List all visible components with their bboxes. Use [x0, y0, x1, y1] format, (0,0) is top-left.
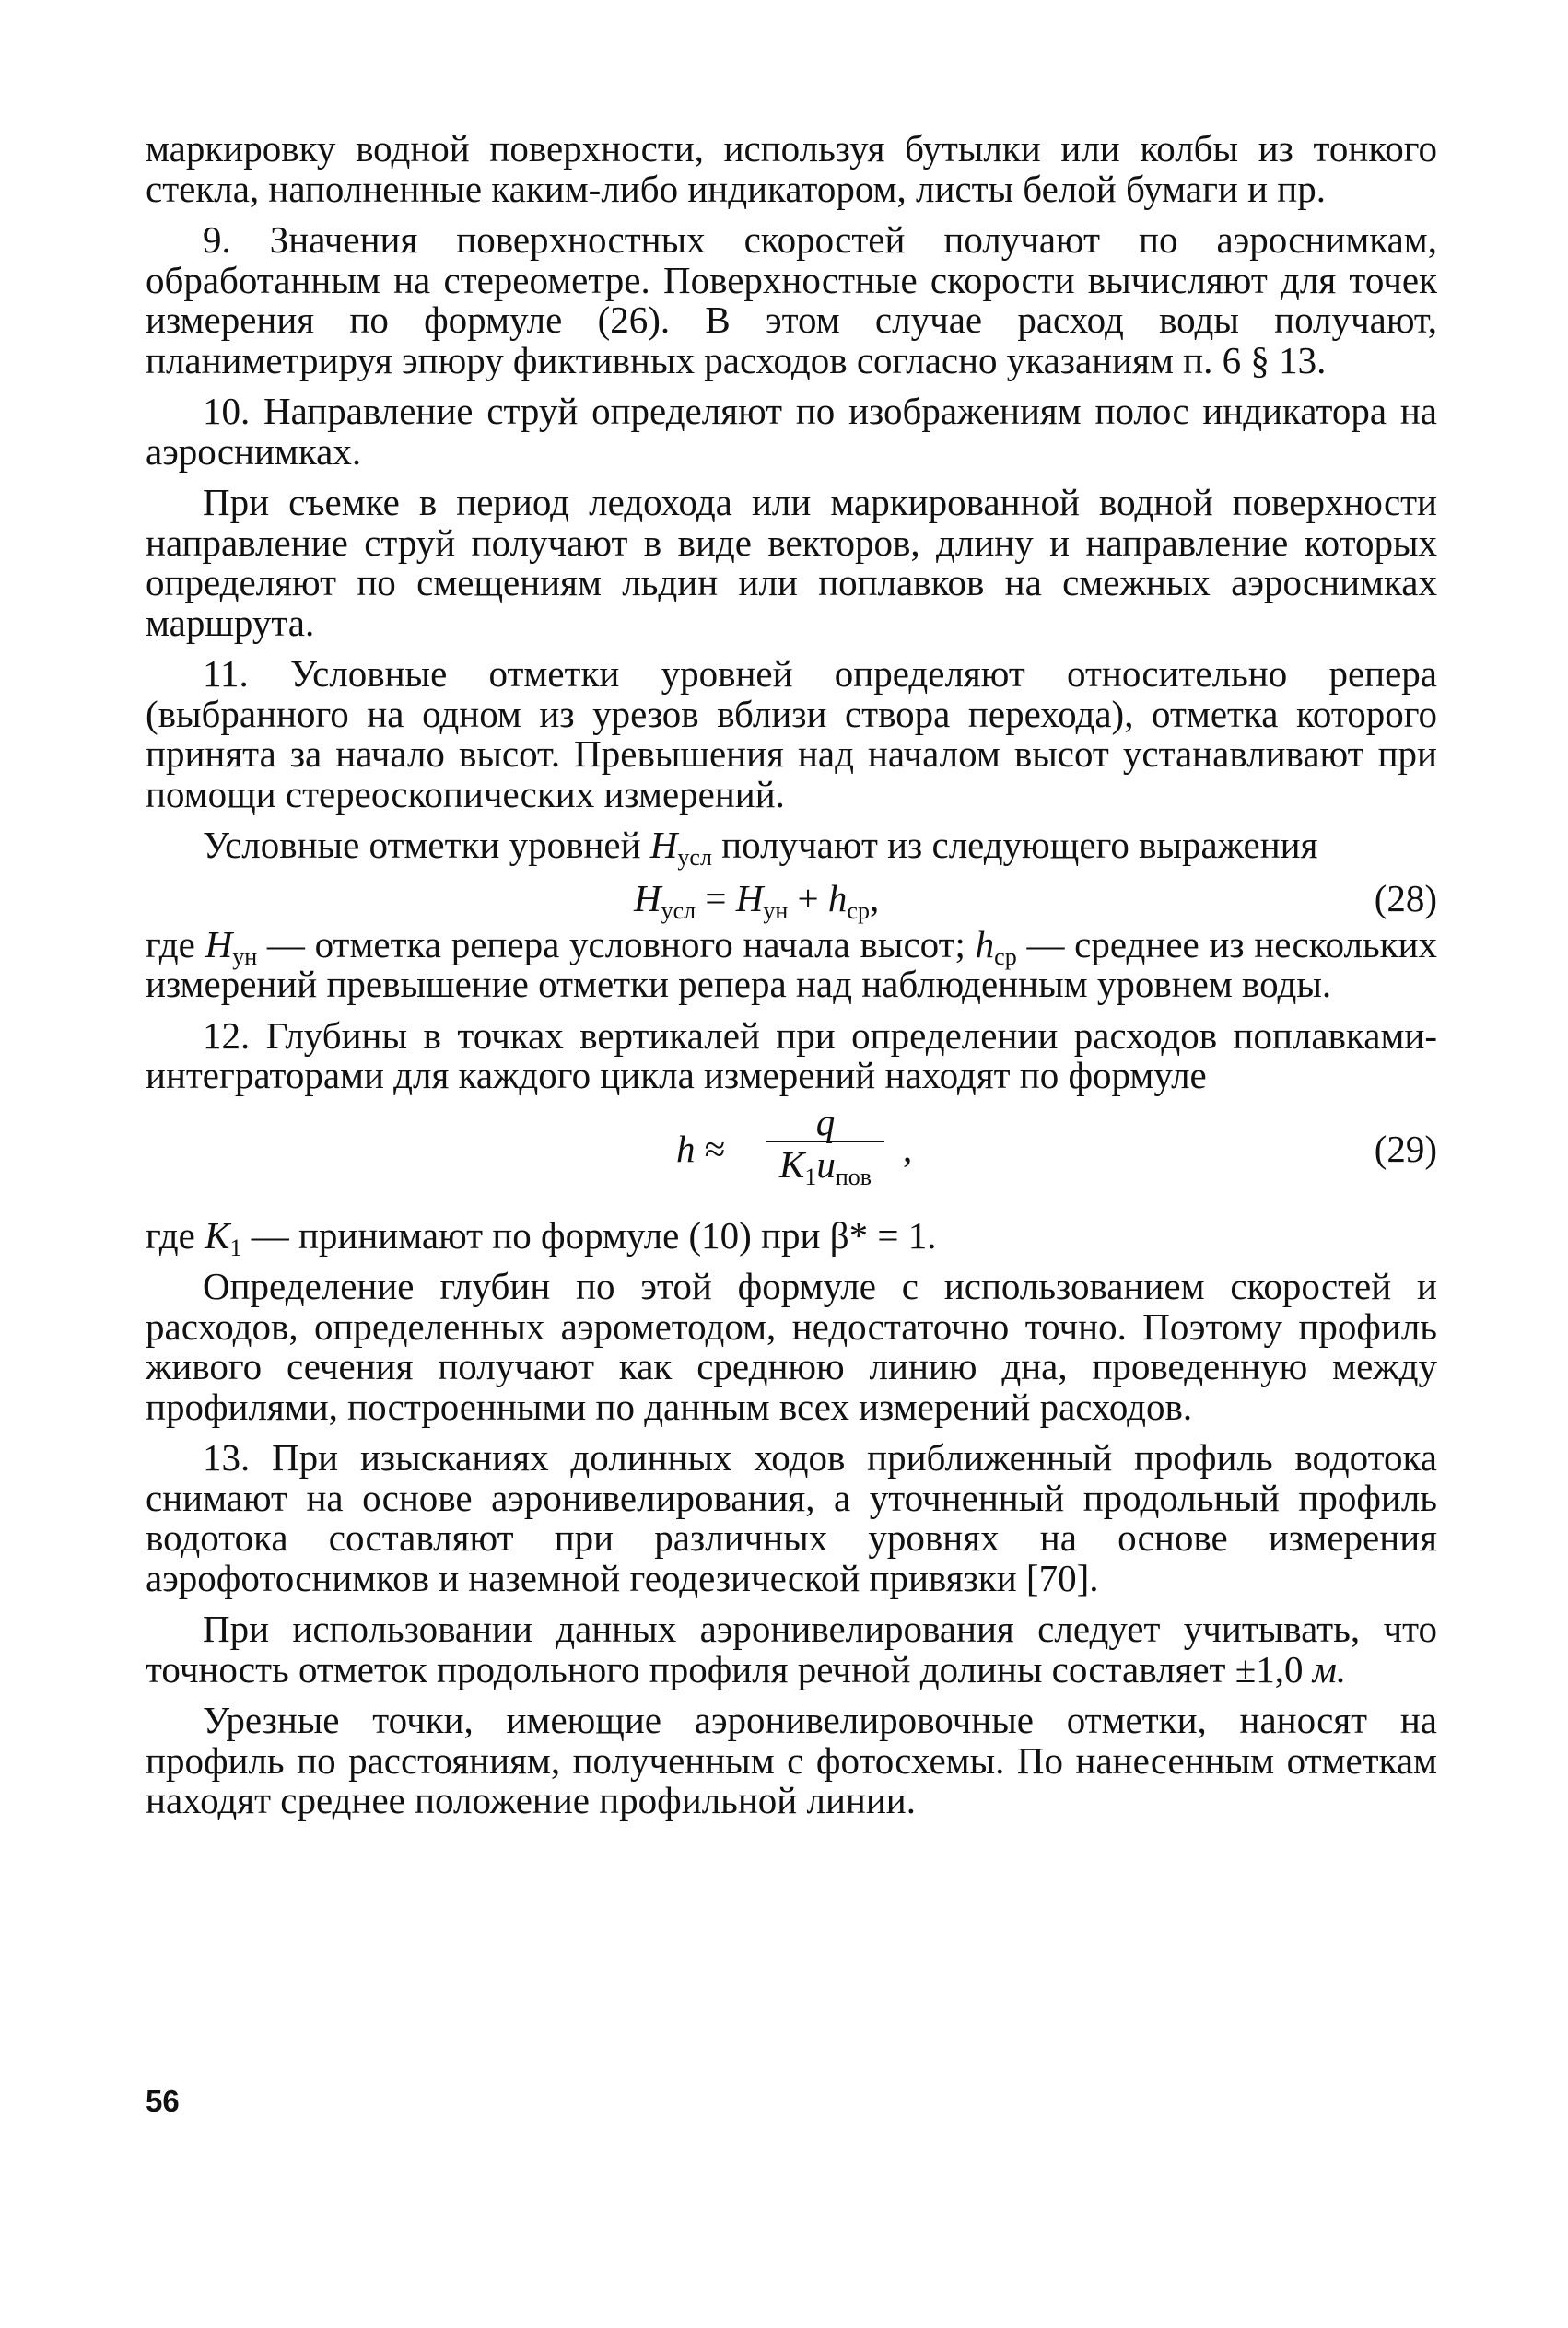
denominator — [761, 1142, 890, 1190]
comma: , — [903, 1127, 913, 1170]
paragraph-depth-accuracy: Определение глубин по этой формуле с использованием скоростей и расходов, определенных аэрометодом, недостаточно точно. Поэтому профиль живого сечения получают как среднюю линию дна, проведенную между профилями, построенными по данным всех измерений расходов. — [146, 1265, 1437, 1428]
fraction — [761, 1100, 890, 1190]
symbol-H: H — [634, 876, 661, 919]
text-fragment: где — [146, 1213, 195, 1257]
equals-sign: = — [696, 876, 736, 919]
symbol-K: K — [205, 1213, 230, 1257]
formula-29-lhs — [676, 1129, 725, 1170]
formula-28 — [146, 866, 1437, 925]
comma: , — [869, 876, 880, 919]
symbol-u: u — [816, 1142, 836, 1186]
text-fragment: получают из следующего выражения — [721, 824, 1318, 866]
numerator-q: q — [815, 1100, 836, 1143]
text-fragment: — принимают по формуле (10) при β* = 1. — [251, 1213, 937, 1257]
approx-sign: ≈ — [695, 1127, 726, 1170]
paragraph-item-10: 10. Направление струй определяют по изображениям полос индикатора на аэроснимках. — [146, 390, 1437, 473]
paragraph-item-9: 9. Значения поверхностных скоростей получают по аэроснимкам, обработанным на стереометре. Поверхностные скорости вычисляют для точек измерения по формуле (26). В этом случае расход воды получают, планиметрируя эпюру фиктивных расходов согласно указаниям п. 6 § 13. — [146, 218, 1437, 381]
subscript-1: 1 — [229, 1234, 242, 1261]
paragraph-item-13: 13. При изысканиях долинных ходов приближенный профиль водотока снимают на основе аэронивелирования, а уточненный продольный профиль водотока составляют при различных уровнях на основе измерения аэрофотоснимков и наземной геодезической привязки [70]. — [146, 1436, 1437, 1599]
paragraph-where-28 — [146, 922, 1438, 1005]
unit-meters: м. — [1312, 1647, 1347, 1690]
subscript-sr: ср — [847, 896, 870, 924]
text-fragment: При использовании данных аэронивелирования следует учитывать, что точность отметок продольного профиля речной долины составляет ±1,0 — [146, 1608, 1437, 1690]
symbol-h: h — [827, 876, 848, 919]
subscript-pov: пов — [835, 1163, 872, 1190]
paragraph-conditional-levels — [146, 824, 1437, 871]
symbol-h: h — [975, 922, 995, 965]
paragraph-where-29 — [146, 1213, 1437, 1261]
symbol-H: H — [205, 922, 233, 965]
subscript-sr: ср — [994, 942, 1017, 970]
text-fragment: — отметка репера условного начала высот; — [266, 922, 965, 965]
paragraph-item-11: 11. Условные отметки уровней определяют относительно репера (выбранного на одном из урезов вблизи створа перехода), отметка которого принята за начало высот. Превышения над началом высот устанавливают при помощи стереоскопических измерений. — [146, 652, 1437, 815]
subscript-1: 1 — [804, 1163, 817, 1190]
paragraph-aerolevelling — [146, 1609, 1437, 1690]
symbol-H: H — [735, 876, 764, 919]
symbol-h: h — [676, 1127, 696, 1170]
text-fragment: — среднее из нескольких измерений превышение отметки репера над наблюденным уровнем воды. — [146, 922, 1438, 1005]
subscript-un: ун — [763, 896, 789, 924]
paragraph-edge-points: Урезные точки, имеющие аэронивелировочные отметки, наносят на профиль по расстояниям, полученным с фотосхемы. По нанесенным отметкам находят среднее положение профильной линии. — [146, 1699, 1437, 1821]
formula-28-expression — [634, 876, 880, 924]
text-fragment: Условные отметки уровней — [203, 824, 641, 866]
formula-29 — [146, 1102, 1437, 1212]
subscript-un: ун — [232, 942, 258, 970]
symbol-H: H — [649, 824, 678, 866]
page-number: 56 — [146, 2084, 180, 2118]
paragraph-item-12: 12. Глубины в точках вертикалей при определении расходов поплавками-интеграторами для каждого цикла измерений находят по формуле — [146, 1013, 1437, 1096]
page-text — [146, 129, 1437, 1821]
paragraph-1: маркировку водной поверхности, используя бутылки или колбы из тонкого стекла, наполненные каким-либо индикатором, листы белой бумаги и пр. — [146, 127, 1437, 210]
subscript-usl: усл — [677, 844, 712, 871]
paragraph-ice-drift: При съемке в период ледохода или маркированной водной поверхности направление струй получают в виде векторов, длину и направление которых определяют по смещениям льдин или поплавков на смежных аэроснимках маршрута. — [146, 481, 1437, 644]
text-fragment: где — [146, 922, 195, 965]
equation-number-28: (28) — [1374, 876, 1437, 919]
symbol-K: K — [778, 1142, 805, 1186]
equation-number-29: (29) — [1374, 1127, 1437, 1170]
plus-sign: + — [788, 876, 828, 919]
subscript-usl: усл — [661, 896, 696, 924]
